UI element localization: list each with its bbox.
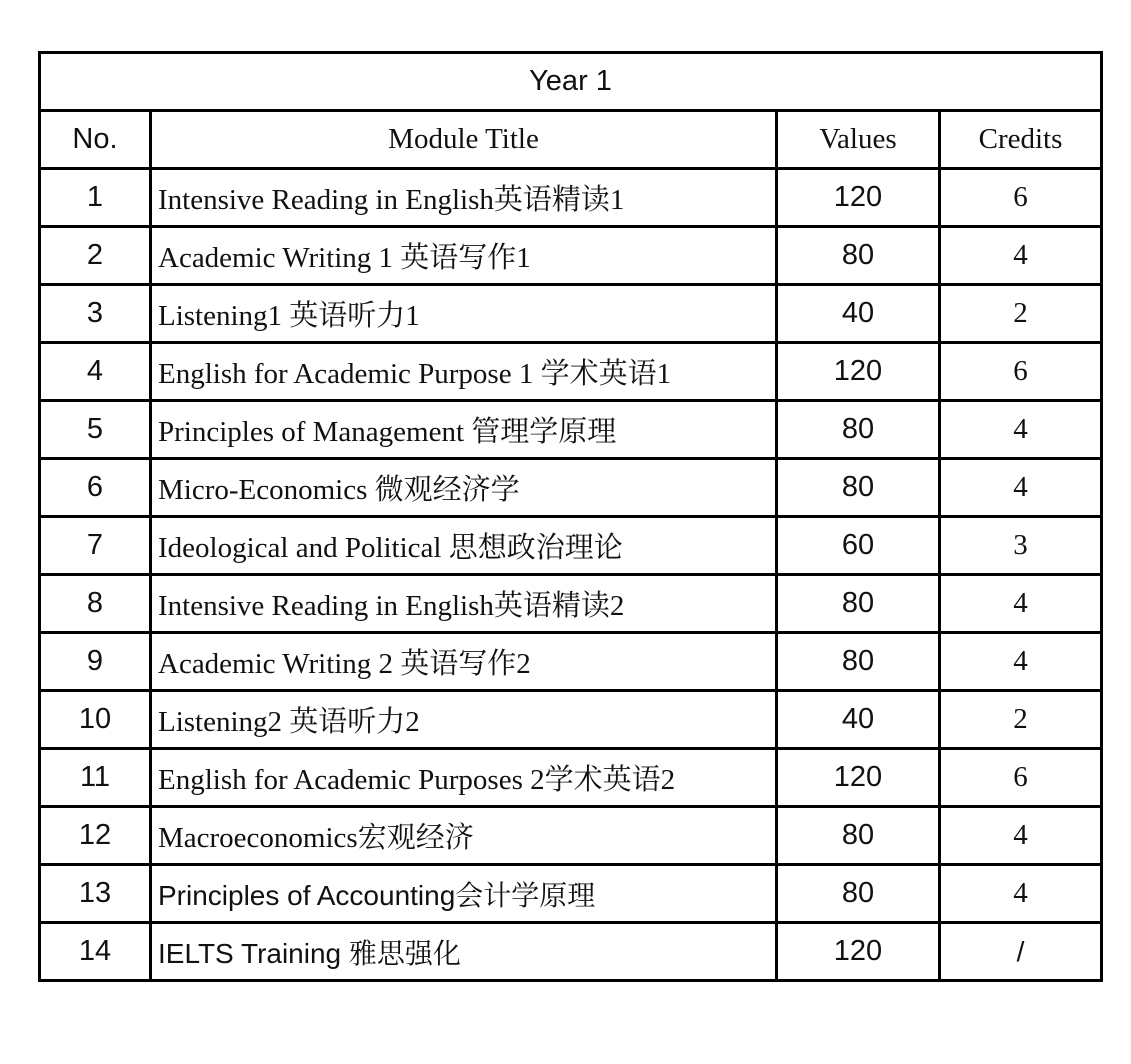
cell-credits: 6	[940, 749, 1102, 807]
cell-values: 60	[777, 517, 940, 575]
table-row	[40, 517, 1102, 575]
cell-no: 9	[40, 633, 151, 691]
cell-module-title: Ideological and Political 思想政治理论	[151, 517, 777, 575]
cell-no: 6	[40, 459, 151, 517]
cell-credits: 4	[940, 401, 1102, 459]
table-row	[40, 807, 1102, 865]
cell-module-title: Macroeconomics宏观经济	[151, 807, 777, 865]
table-row	[40, 633, 1102, 691]
table-row	[40, 227, 1102, 285]
header-module-title: Module Title	[151, 111, 777, 169]
cell-no: 5	[40, 401, 151, 459]
cell-module-title: Academic Writing 2 英语写作2	[151, 633, 777, 691]
year-caption-row	[40, 53, 1102, 111]
cell-no: 1	[40, 169, 151, 227]
header-no: No.	[40, 111, 151, 169]
cell-credits: 3	[940, 517, 1102, 575]
cell-no: 12	[40, 807, 151, 865]
cell-module-title: Listening1 英语听力1	[151, 285, 777, 343]
header-values: Values	[777, 111, 940, 169]
cell-credits: 4	[940, 807, 1102, 865]
cell-no: 8	[40, 575, 151, 633]
cell-credits: /	[940, 923, 1102, 981]
table-row	[40, 865, 1102, 923]
cell-credits: 6	[940, 343, 1102, 401]
cell-module-title: English for Academic Purposes 2学术英语2	[151, 749, 777, 807]
table-row	[40, 575, 1102, 633]
table-row	[40, 343, 1102, 401]
cell-values: 80	[777, 401, 940, 459]
cell-values: 40	[777, 285, 940, 343]
year-caption: Year 1	[40, 53, 1102, 111]
cell-module-title: Intensive Reading in English英语精读2	[151, 575, 777, 633]
cell-module-title: IELTS Training 雅思强化	[151, 923, 777, 981]
cell-module-title: Listening2 英语听力2	[151, 691, 777, 749]
cell-no: 14	[40, 923, 151, 981]
cell-credits: 2	[940, 285, 1102, 343]
header-row	[40, 111, 1102, 169]
cell-no: 4	[40, 343, 151, 401]
cell-no: 13	[40, 865, 151, 923]
cell-credits: 4	[940, 227, 1102, 285]
table-row	[40, 459, 1102, 517]
cell-values: 120	[777, 169, 940, 227]
cell-module-title: Principles of Accounting会计学原理	[151, 865, 777, 923]
cell-no: 11	[40, 749, 151, 807]
cell-values: 80	[777, 575, 940, 633]
cell-credits: 4	[940, 633, 1102, 691]
table-row	[40, 169, 1102, 227]
cell-no: 10	[40, 691, 151, 749]
cell-credits: 4	[940, 865, 1102, 923]
table-row	[40, 691, 1102, 749]
module-table	[38, 51, 1103, 982]
cell-values: 40	[777, 691, 940, 749]
cell-no: 2	[40, 227, 151, 285]
cell-no: 7	[40, 517, 151, 575]
cell-values: 80	[777, 227, 940, 285]
cell-credits: 4	[940, 575, 1102, 633]
table-row	[40, 923, 1102, 981]
table-row	[40, 749, 1102, 807]
table-row	[40, 401, 1102, 459]
cell-credits: 4	[940, 459, 1102, 517]
cell-values: 120	[777, 749, 940, 807]
cell-module-title: Principles of Management 管理学原理	[151, 401, 777, 459]
cell-module-title: Intensive Reading in English英语精读1	[151, 169, 777, 227]
cell-values: 120	[777, 343, 940, 401]
cell-values: 80	[777, 865, 940, 923]
cell-module-title: Micro-Economics 微观经济学	[151, 459, 777, 517]
cell-no: 3	[40, 285, 151, 343]
cell-module-title: Academic Writing 1 英语写作1	[151, 227, 777, 285]
header-credits: Credits	[940, 111, 1102, 169]
cell-credits: 6	[940, 169, 1102, 227]
cell-values: 120	[777, 923, 940, 981]
cell-values: 80	[777, 807, 940, 865]
cell-values: 80	[777, 633, 940, 691]
table-row	[40, 285, 1102, 343]
cell-credits: 2	[940, 691, 1102, 749]
cell-module-title: English for Academic Purpose 1 学术英语1	[151, 343, 777, 401]
cell-values: 80	[777, 459, 940, 517]
